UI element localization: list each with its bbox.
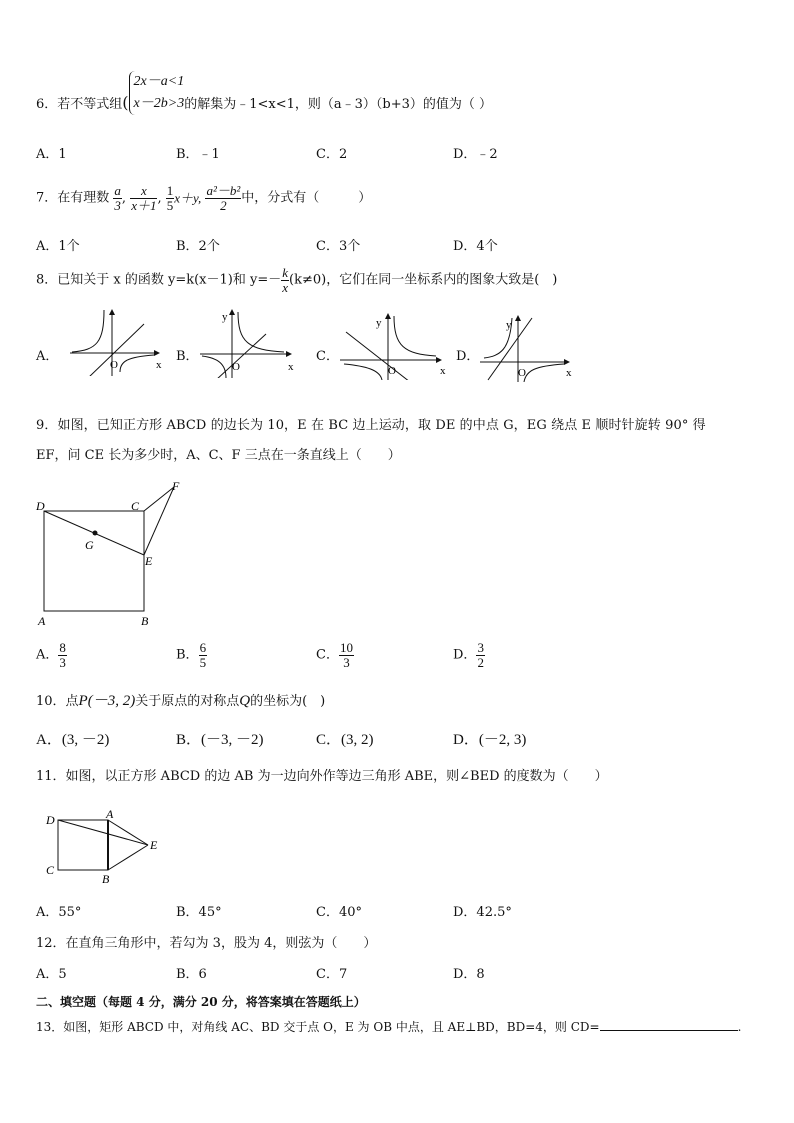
frac-num: a [114, 183, 121, 198]
q6-option-a[interactable]: A．1 [36, 147, 67, 162]
label-c: C [131, 499, 140, 513]
label-c: C [46, 863, 55, 877]
frac-num: x [130, 184, 157, 199]
q7-option-d[interactable]: D．4个 [453, 239, 498, 254]
q12-option-d[interactable]: D．8 [453, 967, 485, 982]
frac-num: 3 [477, 640, 484, 655]
q8-option-d[interactable]: D． [456, 349, 480, 364]
frac-den: 2 [477, 655, 484, 670]
q7-option-b[interactable]: B．2个 [176, 239, 220, 254]
frac-den: 5 [166, 198, 174, 213]
q12-option-c[interactable]: C．7 [316, 967, 348, 982]
option-fraction [58, 641, 67, 670]
fraction-a-over-3 [113, 184, 122, 213]
graph-y-label: y [506, 319, 512, 331]
q9-square-figure [34, 478, 194, 630]
fraction-1-over-5 [166, 184, 175, 213]
q10-option-a[interactable]: A．(3, －2) [36, 732, 110, 748]
q12-option-a[interactable]: A．5 [36, 967, 67, 982]
frac-den: x [282, 280, 289, 295]
inequality-line-1: 2x－a<1 [133, 73, 185, 89]
frac-den: 3 [59, 655, 66, 670]
q10-stem [36, 692, 325, 711]
q6-stem: 6．若不等式组( 2x－a<1 x－2b>3 的解集为﹣1<x<1，则（a﹣3）（b+3）的值为（ ） [36, 94, 492, 115]
q9-option-b[interactable] [176, 641, 207, 670]
q8-graph-a[interactable] [62, 306, 172, 376]
q8-graph-c[interactable] [336, 310, 456, 380]
option-letter: B． [176, 647, 199, 663]
graph-origin-label: O [232, 361, 240, 373]
graph-origin-label: O [518, 367, 526, 379]
q11-stem: 11．如图，以正方形 ABCD 的边 AB 为一边向外作等边三角形 ABE，则∠BED 的度数为（ ） [36, 769, 608, 784]
q12-option-b[interactable]: B．6 [176, 967, 207, 982]
frac-den: 3 [114, 198, 121, 213]
q9-option-c[interactable] [316, 641, 354, 670]
q8-text-a: 8．已知关于 x 的函数 y=k(x－1)和 y=－ [36, 272, 282, 288]
label-b: B [141, 614, 149, 628]
label-e: E [150, 838, 158, 852]
q11-option-b[interactable]: B．45° [176, 905, 222, 920]
label-d: D [36, 499, 45, 513]
q10-text-a: 10．点 [36, 694, 79, 709]
frac-num: 6 [199, 640, 207, 655]
label-b: B [102, 872, 110, 886]
q8-stem [36, 266, 557, 295]
q6-option-d[interactable]: D．﹣2 [453, 147, 498, 162]
graph-x-label: x [288, 361, 294, 373]
fraction-a2-minus-b2-over-2 [205, 184, 241, 213]
q8-option-b[interactable]: B． [176, 349, 199, 364]
frac-num: a²－b² [206, 183, 241, 198]
q10-text-b: 关于原点的对称点 [135, 694, 240, 709]
q11-option-d[interactable]: D．42.5° [453, 905, 512, 920]
q9-line-2: EF，问 CE 长为多少时，A、C、F 三点在一条直线上（ ） [36, 448, 401, 463]
q10-text-c: 的坐标为( ) [250, 694, 326, 709]
q6-option-b[interactable]: B．﹣1 [176, 147, 220, 162]
label-d: D [46, 813, 55, 827]
option-fraction [199, 641, 208, 670]
q13-end: . [737, 1020, 742, 1034]
q11-figure [40, 806, 170, 888]
q9-option-a[interactable] [36, 641, 67, 670]
q13-text: 13．如图，矩形 ABCD 中，对角线 AC、BD 交于点 O，E 为 OB 中点，且 AE⊥BD，BD=4，则 CD= [36, 1020, 600, 1034]
q8-option-c[interactable]: C． [316, 349, 339, 364]
inequality-system [129, 71, 185, 115]
graph-y-label: y [222, 311, 228, 323]
graph-origin-label: O [388, 365, 396, 377]
q10-option-c[interactable]: C．(3, 2) [316, 732, 374, 748]
option-letter: D． [453, 647, 477, 663]
inequality-line-2: x－2b>3 [133, 95, 185, 111]
q8-text-b: (k≠0)，它们在同一坐标系内的图象大致是( ) [289, 272, 558, 288]
label-a: A [106, 807, 114, 821]
q9-line-1: 9．如图，已知正方形 ABCD 的边长为 10，E 在 BC 边上运动，取 DE 的中点 G，EG 绕点 E 顺时针旋转 90° 得 [36, 418, 706, 433]
graph-x-label: x [156, 359, 162, 371]
graph-y-label: y [376, 317, 382, 329]
frac-den: 2 [220, 198, 227, 213]
q12-stem: 12．在直角三角形中，若勾为 3，股为 4，则弦为（ ） [36, 936, 377, 951]
graph-x-label: x [440, 365, 446, 377]
q6-option-c[interactable]: C．2 [316, 147, 348, 162]
fraction-tail: x＋y, [174, 190, 202, 206]
q6-number: 6．若不等式组 [36, 97, 123, 112]
q7-option-c[interactable]: C．3个 [316, 239, 361, 254]
q9-option-d[interactable] [453, 641, 485, 670]
label-a: A [38, 614, 46, 628]
q7-number: 7．在有理数 [36, 190, 110, 206]
q11-option-c[interactable]: C．40° [316, 905, 362, 920]
label-g: G [85, 538, 94, 552]
frac-num: 10 [339, 640, 353, 655]
q7-option-a[interactable]: A．1个 [36, 239, 80, 254]
q6-rest: 的解集为﹣1<x<1，则（a﹣3）（b+3）的值为（ ） [184, 97, 493, 112]
q7-stem: 7．在有理数 $\frac{a}{3}$ , $\frac{x}{x+1}$ , $\frac{1}{5}$ x＋y, $\frac{\text{a²－b²}}{2}$ 中，分式有（ ） [36, 183, 372, 213]
label-f: F [172, 479, 180, 493]
frac-den: x＋1 [131, 198, 157, 213]
option-fraction [339, 641, 354, 670]
label-e: E [145, 554, 153, 568]
option-letter: A． [36, 647, 59, 663]
point-p: P(－3, 2) [78, 693, 136, 709]
q8-option-a[interactable]: A． [36, 349, 59, 364]
q10-option-b[interactable]: B．(－3, －2) [176, 732, 264, 748]
option-fraction [476, 641, 485, 670]
graph-x-label: x [566, 367, 572, 379]
q11-option-a[interactable]: A．55° [36, 905, 82, 920]
q10-option-d[interactable]: D．(－2, 3) [453, 732, 527, 748]
q13-stem [36, 1018, 741, 1036]
answer-blank[interactable] [600, 1018, 738, 1031]
fraction-x-over-x-plus-1 [130, 184, 157, 213]
section-fill-in-heading: 二、填空题（每题 4 分，满分 20 分，将答案填在答题纸上） [36, 995, 366, 1009]
frac-num: 8 [59, 640, 66, 655]
frac-num: 1 [166, 183, 174, 198]
q7-rest: 中，分式有（ ） [241, 190, 372, 206]
q8-graph-b[interactable] [196, 308, 306, 378]
q8-graph-d[interactable] [476, 312, 586, 382]
frac-num: k [282, 265, 289, 280]
frac-den: 5 [199, 655, 207, 670]
graph-origin-label: O [110, 359, 118, 371]
option-letter: C． [316, 647, 339, 663]
frac-den: 3 [343, 655, 350, 670]
fraction-k-over-x [281, 266, 289, 295]
point-q: Q [239, 693, 251, 709]
